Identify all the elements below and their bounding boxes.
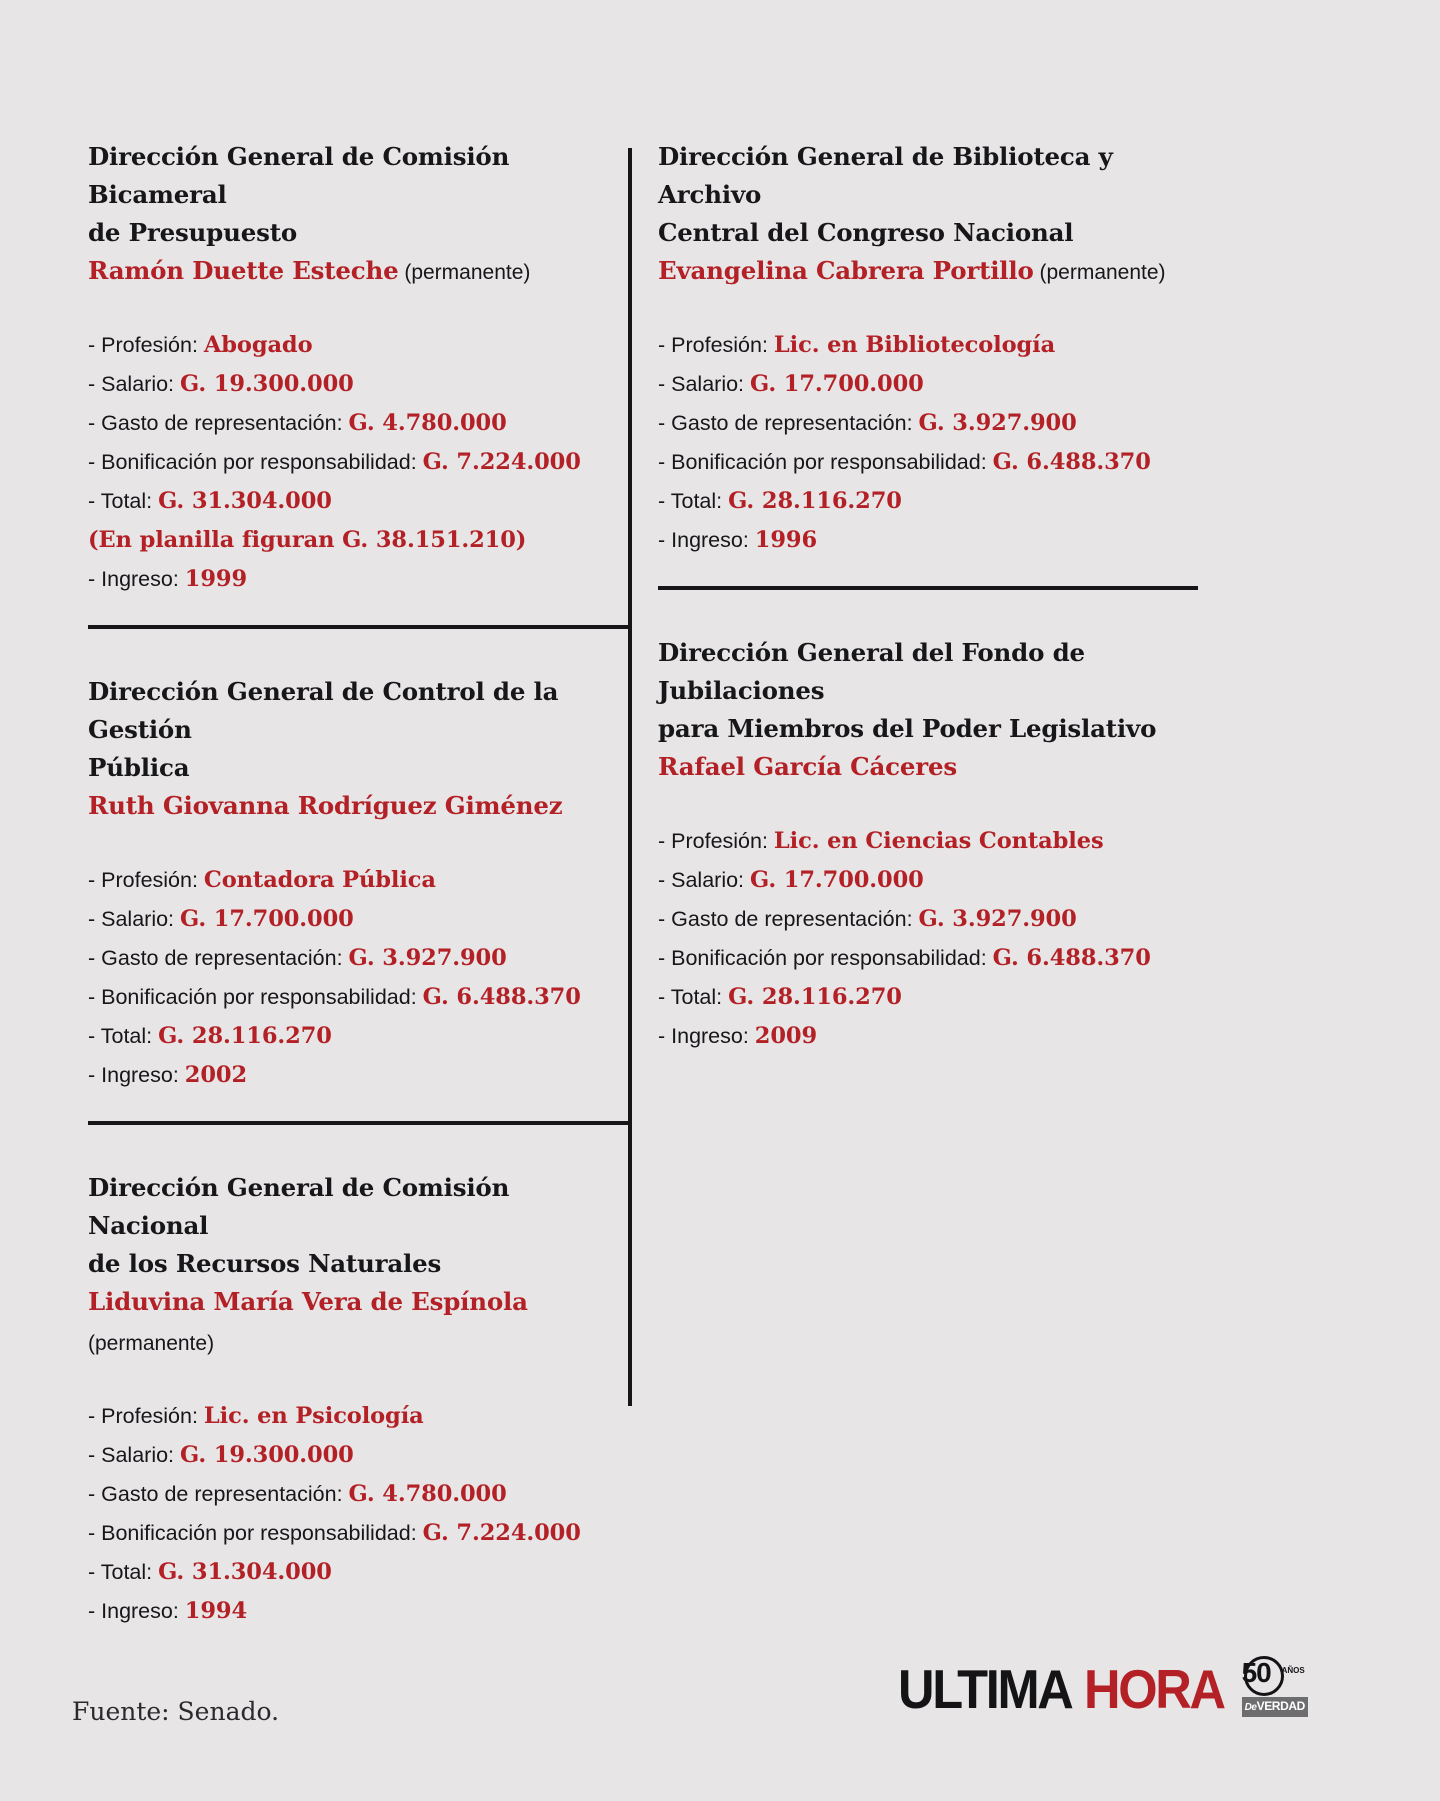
detail-rows bbox=[658, 822, 1198, 1056]
row-bonificacion bbox=[658, 443, 1198, 482]
value-profesion: Abogado bbox=[203, 332, 313, 358]
org-title-line1: Dirección General de Comisión Bicameral bbox=[88, 142, 510, 209]
logo-text-hora: HORA bbox=[1083, 1658, 1224, 1720]
row-gasto bbox=[658, 404, 1198, 443]
row-salario bbox=[88, 365, 628, 404]
row-salario bbox=[88, 900, 628, 939]
value-bonificacion: G. 7.224.000 bbox=[422, 449, 581, 475]
value-gasto: G. 4.780.000 bbox=[348, 1481, 507, 1507]
row-total bbox=[88, 482, 628, 521]
row-ingreso bbox=[88, 1056, 628, 1095]
row-total bbox=[88, 1017, 628, 1056]
value-profesion: Lic. en Bibliotecología bbox=[773, 332, 1056, 358]
entry-block bbox=[658, 138, 1198, 586]
label-total: - Total: bbox=[658, 489, 729, 513]
badge-unit: AÑOS bbox=[1281, 1666, 1305, 1675]
entry-block bbox=[88, 1121, 628, 1631]
detail-rows bbox=[88, 326, 628, 599]
org-title-line2: Pública bbox=[88, 753, 190, 782]
row-salario bbox=[88, 1436, 628, 1475]
badge-number: 50 bbox=[1241, 1657, 1271, 1688]
value-gasto: G. 3.927.900 bbox=[918, 410, 1077, 436]
label-total: - Total: bbox=[88, 1024, 159, 1048]
row-bonificacion bbox=[88, 1514, 628, 1553]
label-salario: - Salario: bbox=[658, 372, 751, 396]
label-salario: - Salario: bbox=[658, 868, 751, 892]
label-salario: - Salario: bbox=[88, 1443, 181, 1467]
row-gasto bbox=[88, 1475, 628, 1514]
label-profesion: - Profesión: bbox=[88, 333, 204, 357]
label-ingreso: - Ingreso: bbox=[88, 1063, 185, 1087]
label-profesion: - Profesión: bbox=[88, 868, 204, 892]
label-bonificacion: - Bonificación por responsabilidad: bbox=[88, 450, 423, 474]
left-column bbox=[88, 138, 628, 1631]
label-gasto: - Gasto de representación: bbox=[88, 411, 349, 435]
label-total: - Total: bbox=[658, 985, 729, 1009]
row-ingreso bbox=[88, 560, 628, 599]
row-profesion bbox=[658, 326, 1198, 365]
person-name: Ruth Giovanna Rodríguez Giménez bbox=[88, 791, 563, 820]
label-profesion: - Profesión: bbox=[88, 1404, 204, 1428]
person-name-line bbox=[658, 252, 1198, 292]
value-total: G. 31.304.000 bbox=[158, 488, 332, 514]
value-ingreso: 1994 bbox=[184, 1598, 248, 1624]
label-total: - Total: bbox=[88, 1560, 159, 1584]
logo-text-ultima: ULTIMA bbox=[898, 1658, 1072, 1720]
org-title-line1: Dirección General del Fondo de Jubilaciones bbox=[658, 638, 1085, 705]
value-salario: G. 17.700.000 bbox=[180, 906, 354, 932]
org-title-line1: Dirección General de Comisión Nacional bbox=[88, 1173, 510, 1240]
label-salario: - Salario: bbox=[88, 907, 181, 931]
value-gasto: G. 3.927.900 bbox=[348, 945, 507, 971]
org-title-line2: de Presupuesto bbox=[88, 218, 297, 247]
person-name-line bbox=[658, 748, 1198, 788]
row-ingreso bbox=[88, 1592, 628, 1631]
org-title-line2: Central del Congreso Nacional bbox=[658, 218, 1074, 247]
ultimahora-logo bbox=[898, 1655, 1305, 1720]
label-gasto: - Gasto de representación: bbox=[658, 907, 919, 931]
source-caption: Fuente: Senado. bbox=[72, 1697, 280, 1726]
org-title bbox=[88, 138, 628, 252]
row-ingreso bbox=[658, 521, 1198, 560]
person-name: Liduvina María Vera de Espínola bbox=[88, 1287, 528, 1316]
value-total: G. 28.116.270 bbox=[158, 1023, 332, 1049]
label-bonificacion: - Bonificación por responsabilidad: bbox=[658, 946, 993, 970]
value-total: G. 31.304.000 bbox=[158, 1559, 332, 1585]
row-profesion bbox=[88, 1397, 628, 1436]
value-gasto: G. 4.780.000 bbox=[348, 410, 507, 436]
row-bonificacion bbox=[88, 978, 628, 1017]
row-bonificacion bbox=[88, 443, 628, 482]
entry-block bbox=[88, 625, 628, 1121]
entry-block bbox=[88, 138, 628, 625]
value-profesion: Contadora Pública bbox=[203, 867, 436, 893]
row-gasto bbox=[88, 939, 628, 978]
row-gasto bbox=[88, 404, 628, 443]
person-name: Evangelina Cabrera Portillo bbox=[658, 256, 1034, 285]
label-profesion: - Profesión: bbox=[658, 829, 774, 853]
value-bonificacion: G. 6.488.370 bbox=[422, 984, 581, 1010]
label-gasto: - Gasto de representación: bbox=[88, 1482, 349, 1506]
value-total: G. 28.116.270 bbox=[728, 984, 902, 1010]
label-ingreso: - Ingreso: bbox=[658, 1024, 755, 1048]
person-name: Ramón Duette Esteche bbox=[88, 256, 399, 285]
row-total bbox=[658, 978, 1198, 1017]
org-title-line1: Dirección General de Biblioteca y Archivo bbox=[658, 142, 1113, 209]
person-name-line bbox=[88, 787, 628, 827]
value-ingreso: 2009 bbox=[754, 1023, 818, 1049]
detail-rows bbox=[88, 1397, 628, 1631]
entry-block bbox=[658, 586, 1198, 1056]
row-gasto bbox=[658, 900, 1198, 939]
detail-rows bbox=[88, 861, 628, 1095]
value-total: G. 28.116.270 bbox=[728, 488, 902, 514]
value-profesion: Lic. en Psicología bbox=[203, 1403, 424, 1429]
anniversary-badge-icon bbox=[1242, 1656, 1304, 1716]
org-title-line2: para Miembros del Poder Legislativo bbox=[658, 714, 1157, 743]
person-name-line bbox=[88, 252, 628, 292]
label-total: - Total: bbox=[88, 489, 159, 513]
value-salario: G. 17.700.000 bbox=[750, 371, 924, 397]
label-bonificacion: - Bonificación por responsabilidad: bbox=[88, 985, 423, 1009]
value-salario: G. 17.700.000 bbox=[750, 867, 924, 893]
label-ingreso: - Ingreso: bbox=[658, 528, 755, 552]
column-divider bbox=[628, 148, 632, 1406]
value-salario: G. 19.300.000 bbox=[180, 371, 354, 397]
label-salario: - Salario: bbox=[88, 372, 181, 396]
value-ingreso: 2002 bbox=[184, 1062, 248, 1088]
payroll-note: (En planilla figuran G. 38.151.210) bbox=[88, 527, 527, 553]
person-status: (permanente) bbox=[398, 261, 531, 284]
org-title-line2: de los Recursos Naturales bbox=[88, 1249, 442, 1278]
value-salario: G. 19.300.000 bbox=[180, 1442, 354, 1468]
row-total bbox=[88, 1553, 628, 1592]
value-ingreso: 1999 bbox=[184, 566, 248, 592]
org-title bbox=[658, 138, 1198, 252]
org-title-line1: Dirección General de Control de la Gestión bbox=[88, 677, 559, 744]
row-profesion bbox=[658, 822, 1198, 861]
row-profesion bbox=[88, 861, 628, 900]
person-name-line bbox=[88, 1283, 628, 1363]
label-ingreso: - Ingreso: bbox=[88, 567, 185, 591]
org-title bbox=[88, 1169, 628, 1283]
person-name: Rafael García Cáceres bbox=[658, 752, 957, 781]
badge-tagline-verdad: VERDAD bbox=[1256, 1699, 1305, 1713]
row-salario bbox=[658, 365, 1198, 404]
value-gasto: G. 3.927.900 bbox=[918, 906, 1077, 932]
row-salario bbox=[658, 861, 1198, 900]
person-status: (permanente) bbox=[88, 1332, 215, 1355]
label-profesion: - Profesión: bbox=[658, 333, 774, 357]
row-bonificacion bbox=[658, 939, 1198, 978]
value-bonificacion: G. 6.488.370 bbox=[992, 449, 1151, 475]
value-ingreso: 1996 bbox=[754, 527, 818, 553]
value-bonificacion: G. 6.488.370 bbox=[992, 945, 1151, 971]
row-total bbox=[658, 482, 1198, 521]
org-title bbox=[88, 673, 628, 787]
row-ingreso bbox=[658, 1017, 1198, 1056]
org-title bbox=[658, 634, 1198, 748]
label-bonificacion: - Bonificación por responsabilidad: bbox=[658, 450, 993, 474]
value-profesion: Lic. en Ciencias Contables bbox=[773, 828, 1104, 854]
row-profesion bbox=[88, 326, 628, 365]
badge-tagline bbox=[1242, 1697, 1308, 1717]
person-status: (permanente) bbox=[1033, 261, 1166, 284]
value-bonificacion: G. 7.224.000 bbox=[422, 1520, 581, 1546]
label-gasto: - Gasto de representación: bbox=[658, 411, 919, 435]
right-column bbox=[658, 138, 1198, 1056]
label-bonificacion: - Bonificación por responsabilidad: bbox=[88, 1521, 423, 1545]
badge-tagline-de: De bbox=[1244, 1702, 1257, 1713]
detail-rows bbox=[658, 326, 1198, 560]
label-gasto: - Gasto de representación: bbox=[88, 946, 349, 970]
label-ingreso: - Ingreso: bbox=[88, 1599, 185, 1623]
